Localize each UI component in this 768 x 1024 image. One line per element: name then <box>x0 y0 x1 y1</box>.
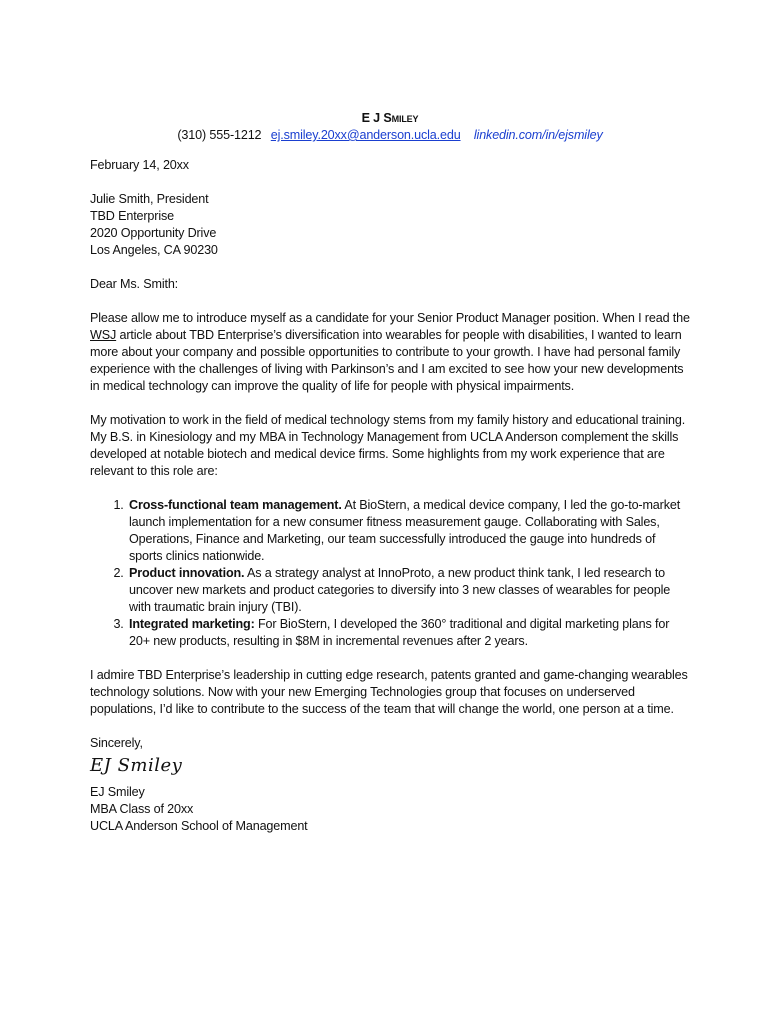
highlight-text: At BioStern, a medical device company, I led the go-to-market launch implementation for a new consumer fitness measurement gauge. Collaborating with Sales, Operations, Finance and Marketing, our team successfully introduced the gauge into hundreds of sports clinics nationwide. <box>129 498 681 563</box>
cover-letter <box>90 110 690 835</box>
highlights-list <box>90 497 690 650</box>
highlight-text: As a strategy analyst at InnoProto, a new product think tank, I led research to uncover new markets and product categories to diversify into 3 new classes of wearables for people with traumatic brain injury (TBI). <box>129 566 671 614</box>
list-item <box>127 616 690 650</box>
highlight-heading: Cross-functional team management. <box>129 498 342 512</box>
complimentary-close: Sincerely, <box>90 736 143 750</box>
paragraph-motivation: My motivation to work in the field of medical technology stems from my family history and educational training. My B.S. in Kinesiology and my MBA in Technology Management from UCLA Anderson complement the skills developed at notable biotech and medical device firms. Some highlights from my work experience that are relevant to this role are: <box>90 413 686 478</box>
list-item <box>127 565 690 616</box>
highlight-heading: Product innovation. <box>129 566 245 580</box>
email-link[interactable]: ej.smiley.20xx@anderson.ucla.edu <box>270 128 461 142</box>
list-item <box>127 497 690 565</box>
recipient-city-state-zip: Los Angeles, CA 90230 <box>90 243 218 257</box>
paragraph-intro-part1: Please allow me to introduce myself as a candidate for your Senior Product Manager position. When I read the <box>90 311 690 325</box>
signer-school: UCLA Anderson School of Management <box>90 819 308 833</box>
sender-name-initials: E J S <box>361 111 392 125</box>
contact-line <box>90 127 690 144</box>
letter-date: February 14, 20xx <box>90 158 189 172</box>
paragraph-intro <box>90 310 690 395</box>
handwritten-signature: EJ Smiley <box>90 755 183 776</box>
wsj-reference: WSJ <box>90 328 117 342</box>
signer-class: MBA Class of 20xx <box>90 802 194 816</box>
linkedin-link[interactable]: linkedin.com/in/ejsmiley <box>473 128 603 142</box>
salutation: Dear Ms. Smith: <box>90 277 179 291</box>
phone-number: (310) 555-1212 <box>177 128 262 142</box>
recipient-street: 2020 Opportunity Drive <box>90 226 217 240</box>
highlight-text: For BioStern, I developed the 360° traditional and digital marketing plans for 20+ new products, resulting in $8M in incremental revenues after 2 years. <box>129 617 670 648</box>
recipient-name-title: Julie Smith, President <box>90 192 209 206</box>
paragraph-intro-part2: article about TBD Enterprise’s diversification into wearables for people with disabilities, I wanted to learn more about your company and possible opportunities to contribute to your growth. I have had personal family experience with the challenges of living with Parkinson’s and I am excited to see how your new developments in medical technology can improve the quality of life for people with physical impairments. <box>90 328 684 393</box>
highlight-heading: Integrated marketing: <box>129 617 255 631</box>
paragraph-closing: I admire TBD Enterprise’s leadership in cutting edge research, patents granted and game-changing wearables technology solutions. Now with your new Emerging Technologies group that focuses on underserved populations, I’d like to contribute to the success of the team that will change the world, one person at a time. <box>90 668 688 716</box>
recipient-company: TBD Enterprise <box>90 209 174 223</box>
recipient-address <box>90 191 690 259</box>
signer-name: EJ Smiley <box>90 785 145 799</box>
signature-block <box>90 784 690 835</box>
sender-name-rest: miley <box>391 111 419 125</box>
sender-name <box>90 110 690 127</box>
letterhead <box>90 110 690 144</box>
